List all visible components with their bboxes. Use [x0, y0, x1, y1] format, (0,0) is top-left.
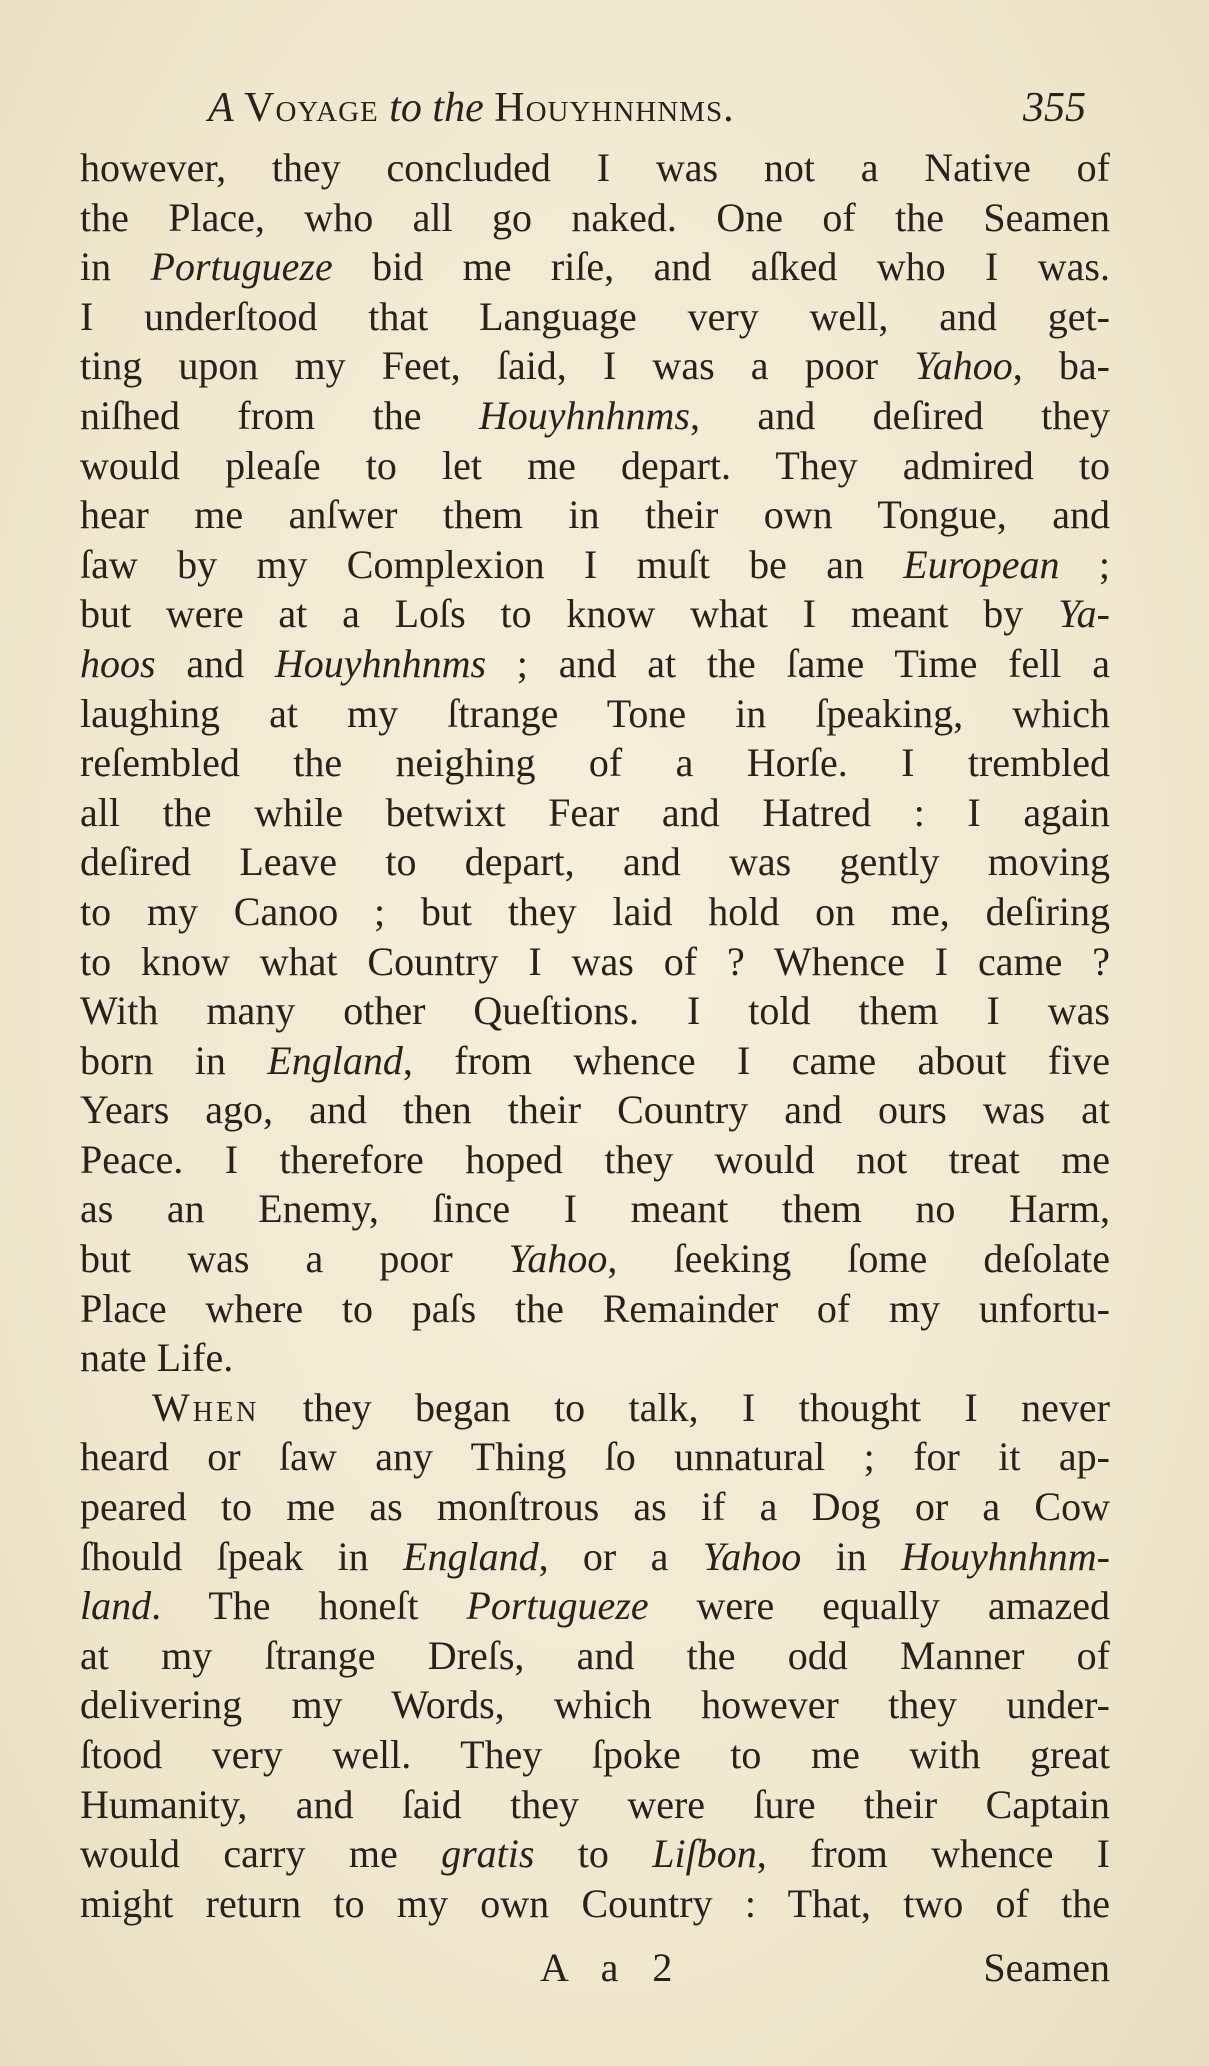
- italic-segment: European: [903, 541, 1060, 587]
- italic-segment: England: [403, 1533, 539, 1579]
- italic-segment: Yahoo: [702, 1533, 802, 1579]
- running-head-to-the: to the: [389, 85, 484, 131]
- text-line: [80, 639, 1110, 689]
- text-segment: were equally amazed: [648, 1583, 1110, 1629]
- text-segment: peared to me as monſtrous as if a Dog or a Cow: [80, 1484, 1110, 1530]
- text-segment: hear me anſwer them in their own Tongue, and: [80, 492, 1110, 538]
- running-head-initial: A: [208, 85, 234, 131]
- italic-segment: Houyhnhnm-: [901, 1533, 1110, 1579]
- text-segment: and: [155, 640, 275, 686]
- text-line: [80, 1680, 1110, 1730]
- text-line: [80, 1085, 1110, 1135]
- running-head-title: [208, 78, 735, 138]
- text-segment: ſaw by my Complexion I muſt be an: [80, 541, 904, 587]
- text-segment: the Place, who all go naked. One of the Seamen: [80, 194, 1110, 240]
- text-segment: bid me riſe, and aſked who I was.: [332, 244, 1110, 290]
- text-line: [80, 1780, 1110, 1830]
- text-segment: to know what Country I was of ? Whence I came ?: [80, 938, 1110, 984]
- text-segment: Place where to paſs the Remainder of my unfortu-: [80, 1285, 1110, 1331]
- italic-segment: Houyhnhnms: [274, 640, 487, 686]
- text-segment: ; and at the ſame Time fell a: [486, 640, 1110, 686]
- text-line: [80, 143, 1110, 193]
- text-line: [80, 1284, 1110, 1334]
- text-line: [80, 937, 1110, 987]
- text-line: [80, 391, 1110, 441]
- text-segment: I underſtood that Language very well, and get-: [80, 293, 1110, 339]
- text-segment: ting upon my Feet, ſaid, I was a poor: [80, 343, 915, 389]
- text-line: [80, 788, 1110, 838]
- text-segment: but was a poor: [80, 1236, 509, 1282]
- text-line: [80, 1036, 1110, 1086]
- text-line: [80, 1135, 1110, 1185]
- text-segment: . The honeſt: [151, 1583, 467, 1629]
- text-segment: but were at a Loſs to know what I meant by: [80, 591, 1059, 637]
- text-line: [80, 1432, 1110, 1482]
- text-line: [80, 689, 1110, 739]
- text-line: [80, 1482, 1110, 1532]
- catchword: Seamen: [983, 1945, 1110, 1990]
- text-line: [80, 589, 1110, 639]
- text-segment: ſtood very well. They ſpoke to me with great: [80, 1732, 1110, 1777]
- text-line: [80, 1333, 1110, 1383]
- text-segment: would pleaſe to let me depart. They admired to: [80, 442, 1110, 488]
- text-segment: in: [80, 244, 151, 290]
- text-segment: nate Life.: [80, 1335, 234, 1381]
- text-segment: ſhould ſpeak in: [80, 1533, 404, 1579]
- text-line: [80, 1234, 1110, 1284]
- text-segment: to: [534, 1831, 653, 1877]
- text-segment: to my Canoo ; but they laid hold on me, deſiring: [80, 888, 1110, 934]
- signature-mark: A a 2: [540, 1945, 685, 1990]
- text-segment: Years ago, and then their Country and ours was at: [80, 1087, 1110, 1133]
- italic-segment: England: [267, 1037, 403, 1083]
- italic-segment: Yahoo: [508, 1236, 608, 1282]
- text-segment: niſhed from the: [80, 392, 479, 438]
- text-segment: , from whence I came about five: [402, 1037, 1110, 1083]
- text-segment: might return to my own Country : That, two of the: [80, 1880, 1110, 1926]
- text-segment: Humanity, and ſaid they were ſure their Captain: [80, 1781, 1110, 1827]
- text-segment: would carry me: [80, 1831, 442, 1877]
- italic-segment: Yahoo: [914, 343, 1013, 389]
- text-segment: , from whence I: [756, 1831, 1110, 1877]
- text-line: [80, 1879, 1110, 1929]
- text-segment: , ba-: [1012, 343, 1110, 389]
- text-segment: however, they concluded I was not a Native of: [80, 145, 1110, 190]
- text-segment: With many other Queſtions. I told them I was: [80, 988, 1110, 1034]
- text-segment: , or a: [538, 1533, 703, 1579]
- page-number: 355: [1023, 85, 1086, 131]
- italic-segment: Portugueze: [150, 244, 333, 290]
- text-segment: reſembled the neighing of a Horſe. I trembled: [80, 740, 1110, 786]
- text-line: [80, 1532, 1110, 1582]
- text-segment: they began to talk, I thought I never: [259, 1384, 1110, 1430]
- text-line: [80, 887, 1110, 937]
- text-segment: as an Enemy, ſince I meant them no Harm,: [80, 1186, 1110, 1232]
- text-line: [80, 540, 1110, 590]
- text-segment: born in: [80, 1037, 268, 1083]
- running-head-voyage: Voyage: [244, 85, 379, 131]
- text-line: [80, 837, 1110, 887]
- italic-segment: hoos: [80, 640, 156, 686]
- small-caps-segment: When: [152, 1384, 260, 1430]
- text-segment: deſired Leave to depart, and was gently moving: [80, 839, 1110, 885]
- text-line: [80, 1581, 1110, 1631]
- text-segment: all the while betwixt Fear and Hatred : I again: [80, 789, 1110, 835]
- text-segment: Peace. I therefore hoped they would not treat me: [80, 1136, 1110, 1182]
- italic-segment: gratis: [441, 1831, 535, 1877]
- italic-segment: Portugueze: [466, 1583, 649, 1629]
- body-text: [80, 143, 1110, 1928]
- text-segment: ;: [1059, 541, 1110, 587]
- text-line: [80, 490, 1110, 540]
- text-line: [80, 986, 1110, 1036]
- page-footer: [80, 1938, 1110, 1998]
- italic-segment: Ya-: [1058, 591, 1110, 637]
- text-line: [80, 1383, 1110, 1433]
- running-head: [208, 78, 1086, 138]
- italic-segment: Houyhnhnms: [478, 392, 690, 438]
- text-line: [80, 242, 1110, 292]
- text-segment: delivering my Words, which however they under-: [80, 1682, 1110, 1728]
- text-line: [80, 1631, 1110, 1681]
- text-segment: , and deſired they: [690, 392, 1110, 438]
- text-line: [80, 1730, 1110, 1780]
- text-line: [80, 1184, 1110, 1234]
- text-line: [80, 341, 1110, 391]
- text-segment: in: [801, 1533, 902, 1579]
- text-segment: heard or ſaw any Thing ſo unnatural ; for it ap-: [80, 1434, 1110, 1480]
- running-head-houyhnhnms: Houyhnhnms.: [494, 85, 735, 131]
- text-line: [80, 292, 1110, 342]
- text-segment: laughing at my ſtrange Tone in ſpeaking, which: [80, 690, 1110, 736]
- italic-segment: land: [80, 1583, 152, 1629]
- text-line: [80, 193, 1110, 243]
- text-line: [80, 738, 1110, 788]
- text-line: [80, 1829, 1110, 1879]
- text-line: [80, 441, 1110, 491]
- italic-segment: Liſbon: [652, 1831, 757, 1877]
- text-segment: at my ſtrange Dreſs, and the odd Manner of: [80, 1632, 1110, 1678]
- text-segment: , ſeeking ſome deſolate: [607, 1236, 1110, 1282]
